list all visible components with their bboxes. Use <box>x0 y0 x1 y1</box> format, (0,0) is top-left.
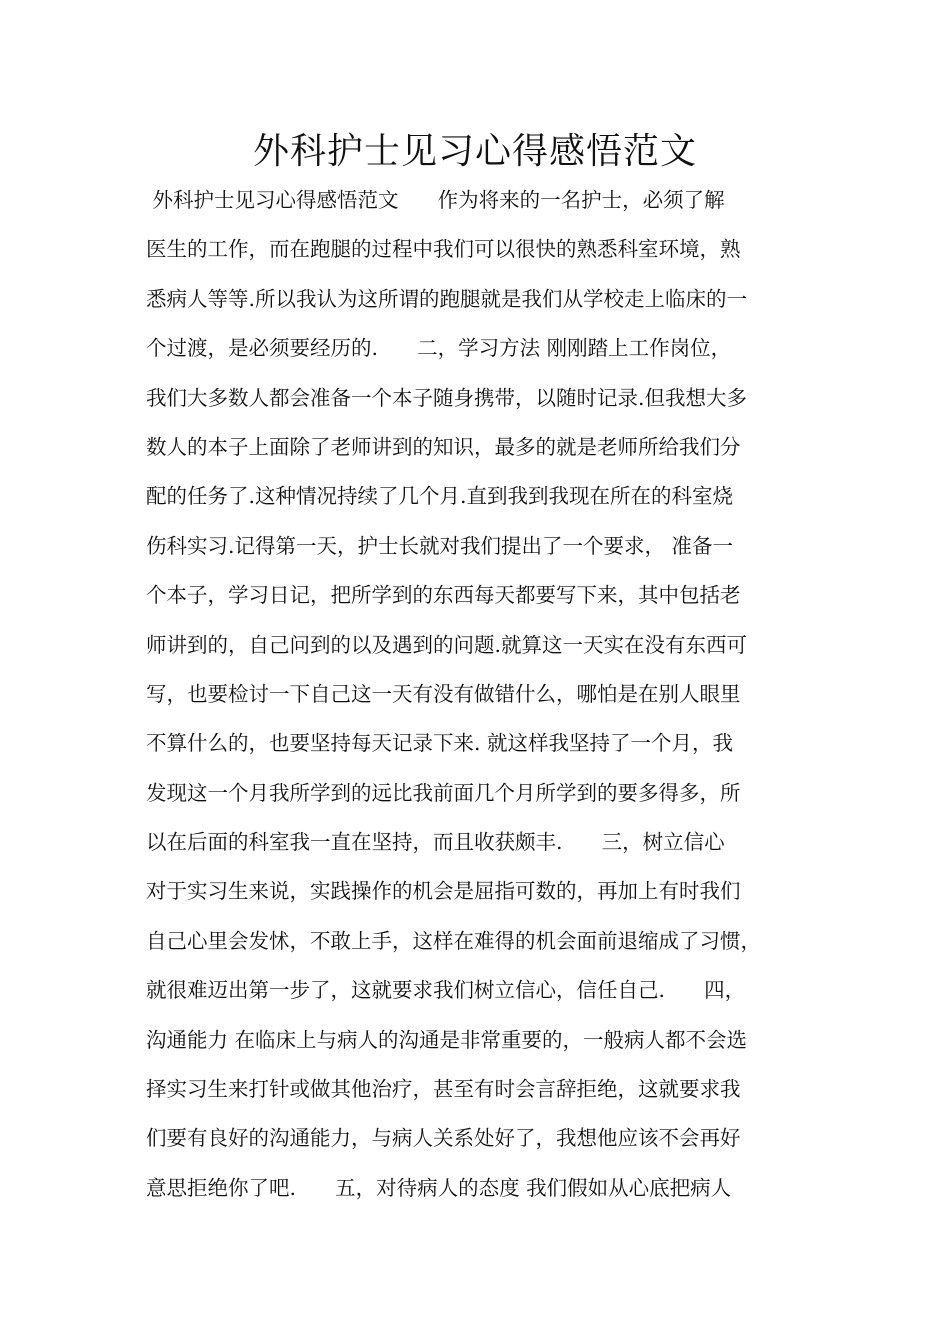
body-line: 伤科实习.记得第一天，护士长就对我们提出了一个要求， 准备一 <box>146 533 734 558</box>
body-line: 配的任务了.这种情况持续了几个月.直到我到我现在所在的科室烧 <box>146 484 734 509</box>
body-line: 们要有良好的沟通能力，与病人关系处好了，我想他应该不会再好 <box>146 1126 741 1151</box>
body-line: 个本子，学习日记，把所学到的东西每天都要写下来，其中包括老 <box>146 583 741 608</box>
body-line: 发现这一个月我所学到的远比我前面几个月所学到的要多得多，所 <box>146 780 741 805</box>
body-line: 意思拒绝你了吧. 五，对待病人的态度 我们假如从心底把病人 <box>146 1175 732 1200</box>
body-line: 择实习生来打针或做其他治疗，甚至有时会言辞拒绝，这就要求我 <box>146 1077 741 1102</box>
body-line: 写，也要检讨一下自己这一天有没有做错什么，哪怕是在别人眼里 <box>146 681 741 706</box>
body-line: 悉病人等等.所以我认为这所谓的跑腿就是我们从学校走上临床的一 <box>146 286 748 311</box>
body-line: 医生的工作，而在跑腿的过程中我们可以很快的熟悉科室环境，熟 <box>146 237 741 262</box>
body-line: 就很难迈出第一步了，这就要求我们树立信心，信任自己. 四， <box>146 978 746 1003</box>
body-line: 不算什么的，也要坚持每天记录下来. 就这样我坚持了一个月，我 <box>146 731 734 756</box>
body-line: 对于实习生来说，实践操作的机会是屈指可数的，再加上有时我们 <box>146 879 741 904</box>
body-line: 沟通能力 在临床上与病人的沟通是非常重要的，一般病人都不会选 <box>146 1027 748 1052</box>
body-line: 个过渡，是必须要经历的. 二，学习方法 刚刚踏上工作岗位， <box>146 336 732 361</box>
body-line: 师讲到的，自己问到的以及遇到的问题.就算这一天实在没有东西可 <box>146 632 748 657</box>
document-title: 外科护士见习心得感悟范文 <box>252 131 697 172</box>
body-line: 以在后面的科室我一直在坚持，而且收获颇丰. 三，树立信心 <box>146 830 725 855</box>
body-line: 外科护士见习心得感悟范文 作为将来的一名护士，必须了解 <box>146 188 725 212</box>
body-line: 自己心里会发怵，不敢上手，这样在难得的机会面前退缩成了习惯， <box>146 928 761 953</box>
body-line: 我们大多数人都会准备一个本子随身携带，以随时记录.但我想大多 <box>146 385 748 410</box>
document-body <box>146 176 826 1213</box>
body-line: 数人的本子上面除了老师讲到的知识，最多的就是老师所给我们分 <box>146 434 741 459</box>
